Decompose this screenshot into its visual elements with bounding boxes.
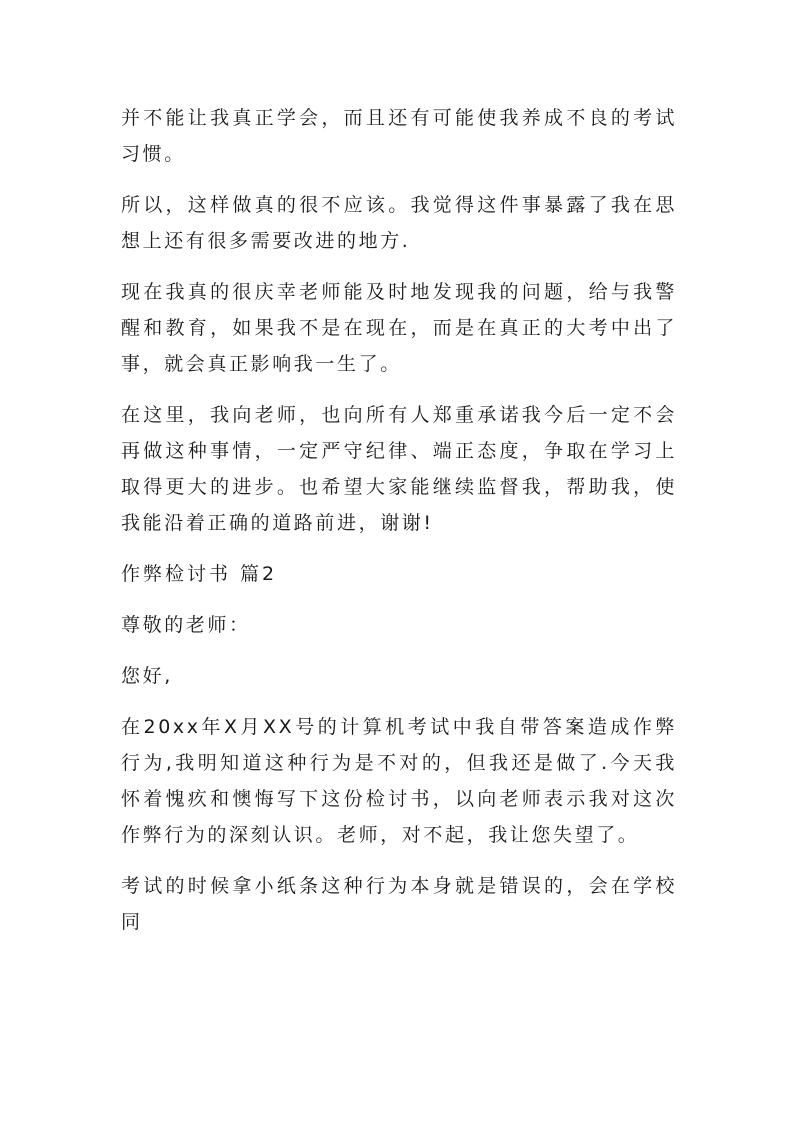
salutation: 尊敬的老师： xyxy=(121,614,251,636)
greeting: 您好, xyxy=(121,665,173,687)
section-heading: 作弊检讨书 篇2 xyxy=(121,563,278,585)
document-body xyxy=(121,100,677,955)
paragraph-reflection: 所以，这样做真的很不应该。我觉得这件事暴露了我在思想上还有很多需要改进的地方. xyxy=(121,194,677,252)
paragraph-continuation: 并不能让我真正学会，而且还有可能使我养成不良的考试习惯。 xyxy=(121,107,677,165)
paragraph-promise: 在这里，我向老师，也向所有人郑重承诺我今后一定不会再做这种事情，一定严守纪律、端正态度，争取在学习上取得更大的进步。也希望大家能继续监督我，帮助我，使我能沿着正确的道路前进，谢谢! xyxy=(121,404,677,534)
paragraph-gratitude: 现在我真的很庆幸老师能及时地发现我的问题，给与我警醒和教育，如果我不是在现在，而是在真正的大考中出了事，就会真正影响我一生了。 xyxy=(121,281,677,375)
paragraph-incident: 在20xx年X月XX号的计算机考试中我自带答案造成作弊行为,我明知道这种行为是不对的，但我还是做了.今天我怀着愧疚和懊悔写下这份检讨书，以向老师表示我对这次作弊行为的深刻认识。老师，对不起，我让您失望了。 xyxy=(121,716,677,846)
paragraph-truncated: 考试的时候拿小纸条这种行为本身就是错误的，会在学校同 xyxy=(121,875,677,933)
